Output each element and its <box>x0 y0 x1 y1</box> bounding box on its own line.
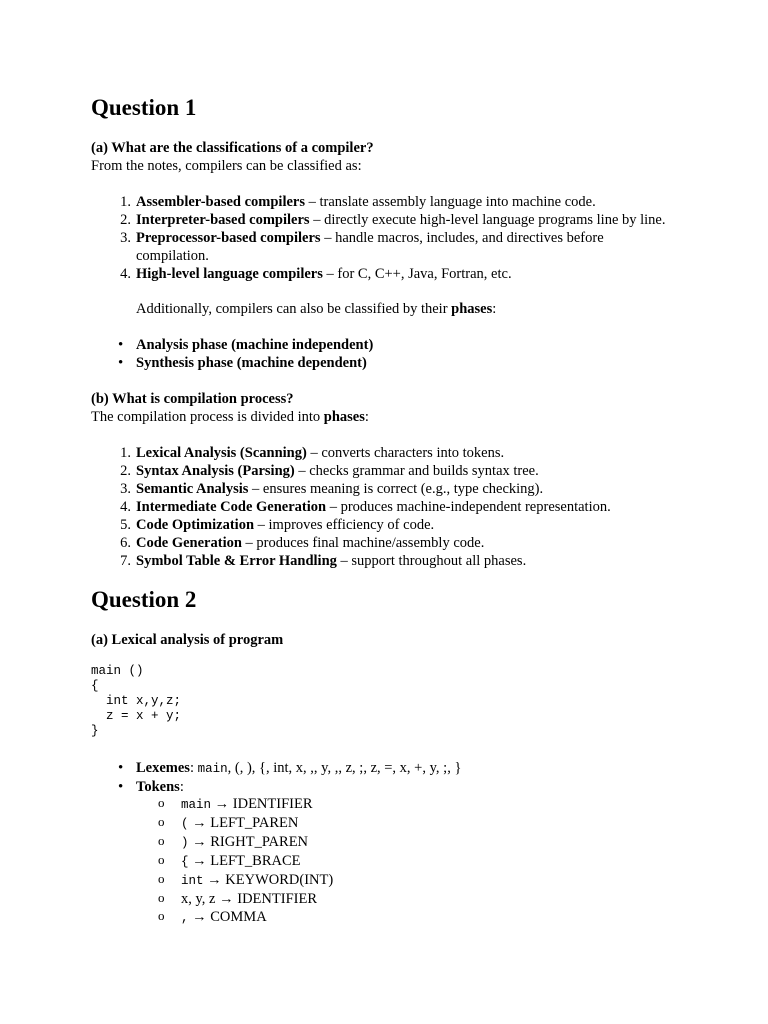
q1b-heading: (b) What is compilation process? <box>91 391 294 407</box>
list-item: 6. Code Generation – produces final machine/assembly code. <box>120 535 485 551</box>
code-line: } <box>91 724 99 738</box>
list-item: 2. Interpreter-based compilers – directly execute high-level language programs line by line. <box>120 212 666 228</box>
code-line: z = x + y; <box>91 709 182 723</box>
q1a-heading: (a) What are the classifications of a compiler? <box>91 140 374 156</box>
list-item: 3. Semantic Analysis – ensures meaning is correct (e.g., type checking). <box>120 481 544 497</box>
list-item: 2. Syntax Analysis (Parsing) – checks grammar and builds syntax tree. <box>120 463 539 479</box>
question-1-title: Question 1 <box>91 95 197 120</box>
list-item: 3. Preprocessor-based compilers – handle macros, includes, and directives before compilation. <box>120 230 604 264</box>
token-item: o , → COMMA <box>91 908 333 927</box>
q2a-lexical-list <box>91 759 461 796</box>
list-item: 1. Lexical Analysis (Scanning) – converts characters into tokens. <box>120 445 505 461</box>
list-item: 4. Intermediate Code Generation – produces machine-independent representation. <box>120 499 611 515</box>
q1a-intro: From the notes, compilers can be classified as: <box>91 158 362 174</box>
lexemes-item: • Lexemes: main, (, ), {, int, x, ,, y, ,, z, ;, z, =, x, +, y, ;, } <box>91 759 461 778</box>
question-2-title: Question 2 <box>91 587 197 612</box>
list-item: • Analysis phase (machine independent) <box>91 336 373 354</box>
q1a-additional-note: Additionally, compilers can also be classified by their phases: <box>136 301 497 317</box>
q2a-heading: (a) Lexical analysis of program <box>91 632 284 648</box>
token-item: o x, y, z → IDENTIFIER <box>91 890 333 908</box>
code-line: { <box>91 679 99 693</box>
list-item: 1. Assembler-based compilers – translate assembly language into machine code. <box>120 194 596 210</box>
list-item: 5. Code Optimization – improves efficiency of code. <box>120 517 435 533</box>
q1a-classification-list <box>91 193 666 283</box>
token-item: o main → IDENTIFIER <box>91 795 333 814</box>
q1b-phases-list <box>91 444 666 570</box>
token-item: o { → LEFT_BRACE <box>91 852 333 871</box>
code-line: int x,y,z; <box>91 694 182 708</box>
list-item: 7. Symbol Table & Error Handling – support throughout all phases. <box>120 553 527 569</box>
code-line: main () <box>91 664 144 678</box>
code-block <box>91 664 181 739</box>
token-item: o ( → LEFT_PAREN <box>91 814 333 833</box>
tokens-item: • Tokens: <box>91 778 461 796</box>
tokens-list <box>91 795 333 927</box>
list-item: 4. High-level language compilers – for C, C++, Java, Fortran, etc. <box>120 266 512 282</box>
list-item: • Synthesis phase (machine dependent) <box>91 354 373 372</box>
q1b-intro: The compilation process is divided into phases: <box>91 409 369 425</box>
token-item: o ) → RIGHT_PAREN <box>91 833 333 852</box>
token-item: o int → KEYWORD(INT) <box>91 871 333 890</box>
q1a-phases-list <box>91 336 373 372</box>
